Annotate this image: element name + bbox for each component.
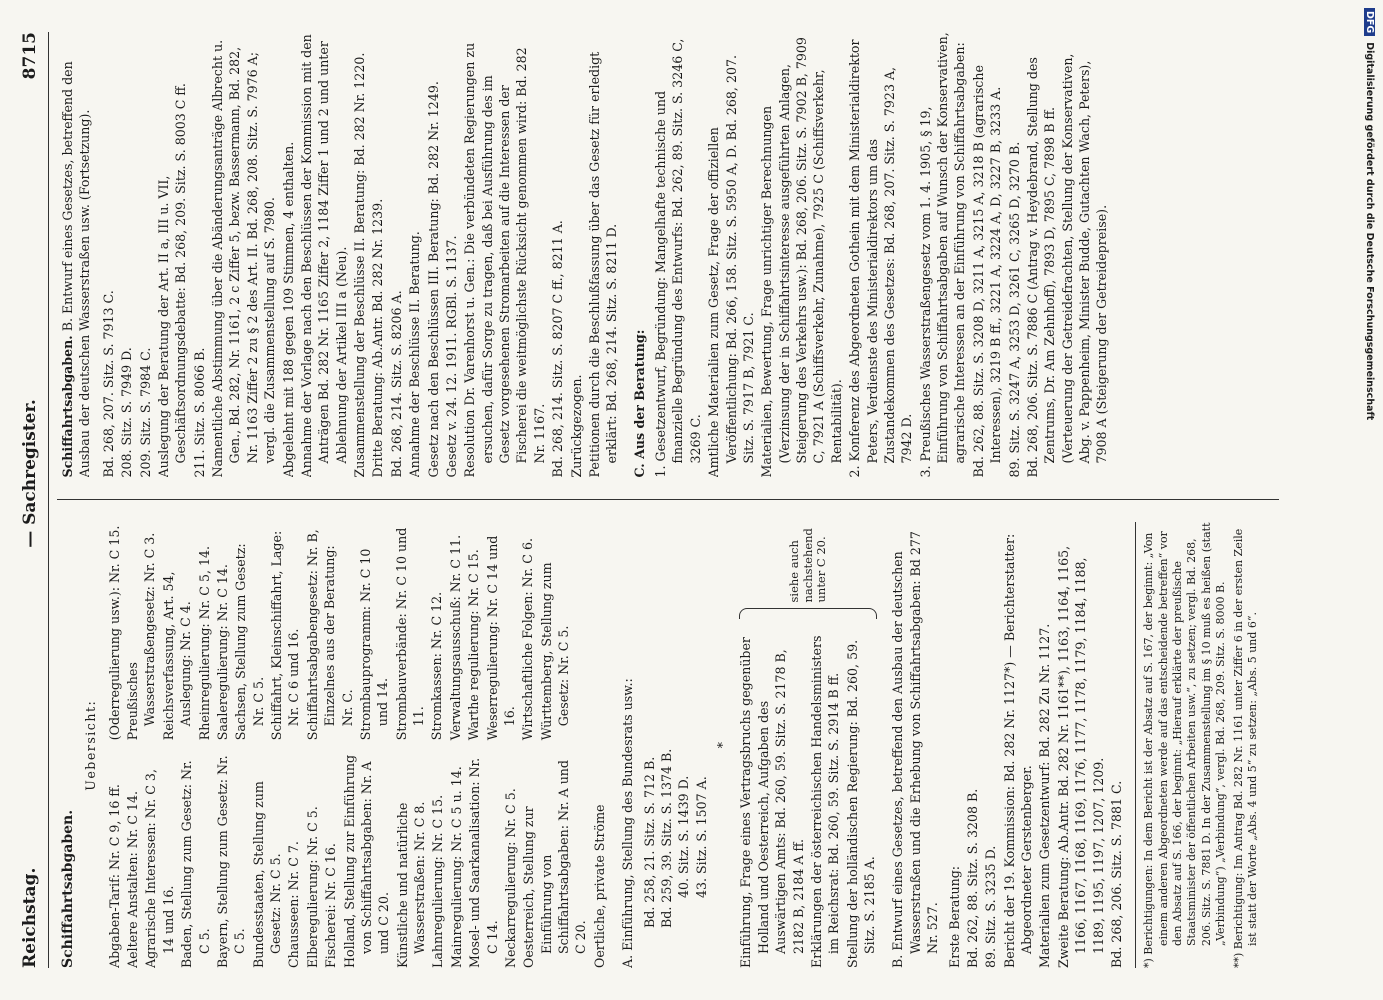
overview-entry: Aeltere Anstalten: Nr. C 14. xyxy=(125,790,141,968)
dfg-logo: DFG xyxy=(1364,8,1375,36)
column-right xyxy=(57,32,1279,478)
overview-entry: Lahnregulierung: Nr. C 15. xyxy=(430,794,446,968)
continuation-line: Abgelehnt mit 188 gegen 109 Stimmen, 4 enthalten. xyxy=(280,141,296,478)
overview-entry: Sachsen, Stellung zum Gesetz: Nr. C 5. xyxy=(233,543,266,741)
section-c-item: 3. Preußisches Wasserstraßengesetz vom 1. 4. 1905, § 19, Einführung von Schiffahrtsabgaben auf Wunsch der Konservativen, agrarische Interessen an der Einführung von Schiffahrtsabgaben: xyxy=(917,32,968,478)
header-center: — Sachregister. xyxy=(20,399,40,548)
overview-entry: Saaleregulierung: Nr. C 14. xyxy=(214,564,230,741)
section-c-item: Bd. 262, 88. Sitz. S. 3208 D, 3211 A, 3215 A, 3218 B (agrarische Interessen), 3219 B ff., 3221 A, 3224 A, D, 3227 B, 3233 A. xyxy=(970,65,1004,478)
overview-entry: Stromkassen: Nr. C 12. xyxy=(429,591,445,741)
page-number: 8715 xyxy=(20,32,40,80)
section-b-line: Erste Beratung: xyxy=(946,865,962,968)
overview-entry: Preußisches Wasserstraßengesetz: Nr. C 3. xyxy=(125,532,158,741)
section-a-line: Bd. 258, 21. Sitz. S. 712 B. xyxy=(641,756,657,928)
continuation-title-rest: B. Entwurf eines Gesetzes, betreffend den Ausbau der deutschen Wasserstraßen usw. (Fortsetzung). xyxy=(60,61,93,478)
continuation-line: Auslegung der Beratung der Art. II a, III u. VII, Geschäftsordnungsdebatte: Bd. 268, 209. Sitz. S. 8003 C ff. xyxy=(155,83,189,478)
brace-note: siehe auch nachstehend unter C 20. xyxy=(786,528,829,603)
section-b-line: Bd. 262, 88. Sitz. S. 3208 B. xyxy=(964,788,980,968)
brace-block xyxy=(737,523,879,969)
section-b-line: Bd. 268, 206. Sitz. S. 7881 C. xyxy=(1108,780,1124,968)
section-b-line: Bericht der 19. Kommission: Bd. 282 Nr. 1127*) — Berichterstatter: Abgeordneter Gerstenberger. xyxy=(1001,533,1035,968)
section-a-title: A. Einführung, Stellung des Bundesrats usw.: xyxy=(620,678,636,968)
overview-entry: Fischerei: Nr. C 16. xyxy=(323,843,339,968)
overview-entry: Reichsverfassung, Art. 54, Auslegung: Nr. C 4. xyxy=(160,571,194,741)
overview-entry: Holland, Stellung zur Einführung von Schiffahrtsabgaben: Nr. A und C 20. xyxy=(341,754,392,968)
section-c-item: Materialien, Bewertung, Frage unrichtiger Berechnungen (Verzinsung der in Schiffahrtsinteresse ausgeführten Anlagen, Steigerung des Verkehrs usw.): Bd. 268, 206. Sitz. S. 7902 B, 7909 C, 7921 A (Schiffsverkehr, Zunahme), 7925 C (Schiffsverkehr, Rentabilität). xyxy=(759,37,844,478)
section-a-line: 40. Sitz. S. 1439 D. xyxy=(676,775,692,898)
overview-entry: Baden, Stellung zum Gesetz: Nr. C 5. xyxy=(179,760,212,968)
brace-item: Erklärungen der österreichischen Handelsministers im Reichsrat: Bd. 260, 59. Sitz. S. 2914 B ff. xyxy=(808,635,842,968)
section-c-item: 89. Sitz. S. 3247 A, 3253 D, 3261 C, 3265 D, 3270 B. xyxy=(1006,141,1022,478)
section-b-line: Materialien zum Gesetzentwurf: Bd. 282 Zu Nr. 1127. xyxy=(1037,623,1053,968)
brace-item: Einführung, Frage eines Vertragsbruchs gegenüber Holland und Oesterreich, Aufgaben des Auswärtigen Amts: Bd. 260, 59. Sitz. S. 2178 B, 2182 B, 2184 A ff. xyxy=(738,637,806,968)
overview-entry: Mosel- und Saarkanalisation: Nr. C 14. xyxy=(467,757,500,968)
curly-brace xyxy=(739,609,877,620)
section-b-title: B. Entwurf eines Gesetzes, betreffend den Ausbau der deutschen Wasserstraßen und die Erhebung von Schiffahrtsabgaben: Bd 277 Nr. 527. xyxy=(890,531,941,968)
continuation-line: Zurückgezogen. xyxy=(568,374,584,478)
continuation-lines xyxy=(100,32,621,478)
section-c-items xyxy=(652,32,1111,478)
overview-entry: Rheinregulierung: Nr. C 5, 14. xyxy=(196,546,212,741)
continuation-line: Annahme der Vorlage nach den Beschlüssen der Kommission mit den Anträgen Bd. 282 Nr. 1165 Ziffer 2, 1184 Ziffer 1 und 2 und unter Ablehnung der Artikel III a (Neu). xyxy=(298,34,349,478)
continuation-line: Bd. 268, 207. Sitz. S. 7913 C. xyxy=(100,290,116,478)
page-header xyxy=(20,32,49,968)
continuation-line: Bd. 268, 214. Sitz. S. 8207 C ff., 8211 A. xyxy=(550,220,566,478)
section-c-item: Amtliche Materialien zum Gesetz, Frage der offiziellen Veröffentlichung: Bd. 266, 158. Sitz. S. 5950 A, D. Bd. 268, 207. Sitz. S. 7917 B, 7921 C. xyxy=(706,55,756,478)
overview-entry: Abgaben-Tarif: Nr. C 9, 16 ff. xyxy=(106,784,122,968)
overview-entry: Schiffahrt, Kleinschiffahrt, Lage: Nr. C 6 und 16. xyxy=(269,530,302,741)
section-c-item: 2. Konferenz des Abgeordneten Gothein mit dem Ministerialdirektor Peters, Verdienste des Ministerialdirektors um das Zustandekommen des Gesetzes: Bd. 268, 207. Sitz. S. 7923 A, 7942 D. xyxy=(847,39,915,478)
overview-list-a xyxy=(106,750,610,968)
footnote: **) Berichtigung: Im Antrag Bd. 282 Nr. 1161 unter Ziffer 6 in der ersten Zeile ist statt der Worte „Abs. 4 und 5“ zu setzen: „Abs. 5 und 6“. xyxy=(1232,528,1260,968)
continuation-line: Gesetz v. 24. 12. 1911. RGBl. S. 1137. xyxy=(443,235,459,478)
continuation-title xyxy=(59,32,94,478)
overview-entry: Oertliche, private Ströme xyxy=(591,804,607,968)
column-divider xyxy=(57,500,1279,501)
overview-entry: Elberegulierung: Nr. C 5. xyxy=(304,806,320,968)
continuation-line: 211. Sitz. S. 8066 B. xyxy=(191,347,207,478)
section-b-lines xyxy=(946,523,1126,969)
continuation-line: 209. Sitz. S. 7984 C. xyxy=(137,347,153,478)
overview-entry: Weserregulierung: Nr. C 14 und 16. xyxy=(484,535,517,741)
continuation-line: Resolution Dr. Varenhorst u. Gen.: Die verbündeten Regierungen zu ersuchen, dafür Sorge zu tragen, daß bei Ausführung des im Gesetz vorgesehenen Stromarbeiten auf die Interessen der Fischerei die weitmöglichste Rücksicht genommen wird: Bd. 282 Nr. 1167. xyxy=(462,42,547,478)
separator-star: * xyxy=(715,742,731,749)
section-a-line: 43. Sitz. S. 1507 A. xyxy=(693,776,709,898)
section-c-item: 1. Gesetzentwurf, Begründung: Mangelhafte technische und finanzielle Begründung des Entwurfs: Bd. 262, 89. Sitz. S. 3246 C, 3269 C. xyxy=(653,38,703,478)
overview-entry: Bayern, Stellung zum Gesetz: Nr. C 5. xyxy=(214,755,248,968)
footnote: *) Berichtigungen: In dem Bericht ist der Absatz auf S. 167, der beginnt: „Von einem anderen Abgeordneten werde auf das entscheidende betreffen“ vor den Absatz auf S. 166, der beginnt: „Hierauf erklärte der preußische Staatsminister der öffentlichen Arbeiten usw.“, zu setzen; vergl. Bd. 268, 206. Sitz. S. 7881 D. In der Zusammenstellung im § 10 muß es heißen (statt „Verbindung“) „Verbindung“, vergl. Bd. 268, 209. Sitz. S. 8000 B. xyxy=(1142,522,1227,968)
continuation-line: Petitionen durch die Beschlußfassung über das Gesetz für erledigt erklärt: Bd. 268, 214. Sitz. S. 8211 D. xyxy=(586,51,620,478)
overview-entry: Bundesstaaten, Stellung zum Gesetz: Nr. C 5. xyxy=(250,781,284,968)
overview-entry: Oesterreich, Stellung zur Einführung von Schiffahrtsabgaben: Nr. A und C 20. xyxy=(521,760,589,968)
overview-entry: Mainregulierung: Nr. C 5 u. 14. xyxy=(448,766,464,968)
overview-entry: Strombauverbände: Nr. C 10 und 11. xyxy=(393,527,427,741)
footnotes xyxy=(1135,523,1260,969)
section-b-line: Zweite Beratung: Ab.Antr. Bd. 282 Nr. 1161**), 1163, 1164, 1165, 1166, 1167, 1168, 1169, 1176, 1177, 1178, 1179, 1184, 1188, 1189, 1195, 1197, 1207, 1209. xyxy=(1055,545,1106,968)
overview-label: Uebersicht: xyxy=(83,699,99,791)
continuation-line: Namentliche Abstimmung über die Abänderungsanträge Albrecht u. Gen., Bd. 282, Nr. 1161, 2 c Ziffer 5, bezw. Bassermann, Bd. 282, Nr. 1163 Ziffer 2 zu § 2 des Art. II. Bd. 268, 208. Sitz. S. 7976 A; vergl. die Zusammenstellung auf S. 7980. xyxy=(210,39,278,478)
columns xyxy=(57,32,1279,968)
continuation-line: Bd. 268, 214. Sitz. S. 8206 A. xyxy=(388,290,404,478)
overview-entry: Chausseen: Nr. C 7. xyxy=(286,841,302,968)
overview-list xyxy=(106,523,610,969)
section-a-line: Bd. 259, 39. Sitz. S. 1374 B. xyxy=(658,748,674,928)
overview-entry: Agrarische Interessen: Nr. C 3, 14 und 16. xyxy=(143,769,176,968)
section-c-item: Bd. 268, 206. Sitz. S. 7886 C (Antrag v. Heydebrand, Stellung des Zentrums, Dr. Am Zehnhoff), 7893 D, 7895 C, 7898 B ff. (Verteuerung der Getreidefrachten, Stellung der Konservativen, Abg. v. Pappenheim, Minister Budde, Gutachten Wach, Peters), 7908 A (Steigerung der Getreidepreise). xyxy=(1024,53,1110,478)
overview-entry: Württemberg, Stellung zum Gesetz: Nr. C 5. xyxy=(538,562,572,741)
section-title: Schiffahrtsabgaben. xyxy=(60,809,76,968)
column-left xyxy=(57,523,1279,969)
overview-list-b xyxy=(106,523,610,741)
overview-entry: Wirtschaftliche Folgen: Nr. C 6. xyxy=(520,538,536,741)
overview-entry: (Oderregulierung usw.): Nr. C 15. xyxy=(106,525,122,741)
continuation-line: Dritte Beratung: Ab.Antr. Bd. 282 Nr. 1239. xyxy=(370,198,386,478)
continuation-line: Gesetz nach den Beschlüssen III. Beratung: Bd. 282 Nr. 1249. xyxy=(425,81,441,478)
overview-entry: Strombauprogramm: Nr. C 10 und 14. xyxy=(357,548,391,741)
overview-entry: Neckarregulierung: Nr. C 5. xyxy=(502,788,518,968)
overview-entry: Künstliche und natürliche Wasserstraßen: Nr. C 8. xyxy=(394,801,428,968)
overview-entry: Warthe regulierung: Nr. C 15. xyxy=(466,549,482,741)
section-b-line: 89. Sitz. S. 3235 D. xyxy=(983,845,999,968)
section-c-title: C. Aus der Beratung: xyxy=(631,329,647,478)
overview-entry: Schiffahrtsabgabengesetz: Nr. B, Einzelnes aus der Beratung: Nr. C. xyxy=(304,529,355,741)
brace-item: Stellung der holländischen Regierung: Bd. 260, 59. Sitz. S. 2185 A. xyxy=(844,639,878,968)
continuation-line: Annahme der Beschlüsse II. Beratung. xyxy=(407,231,423,478)
header-left: Reichstag. xyxy=(20,867,40,968)
overview-entry: Verwaltungsausschuß: Nr. C 11. xyxy=(447,534,463,741)
digitization-text: Digitalisierung gefördert durch die Deutsche Forschungsgemeinschaft xyxy=(1364,42,1375,421)
continuation-line: Zusammenstellung der Beschlüsse II. Beratung: Bd. 282 Nr. 1220. xyxy=(352,52,367,478)
continuation-line: 208. Sitz. S. 7949 D. xyxy=(119,347,135,478)
digitization-note xyxy=(1361,8,1377,992)
continuation-title-bold: Schiffahrtsabgaben. xyxy=(60,335,75,478)
